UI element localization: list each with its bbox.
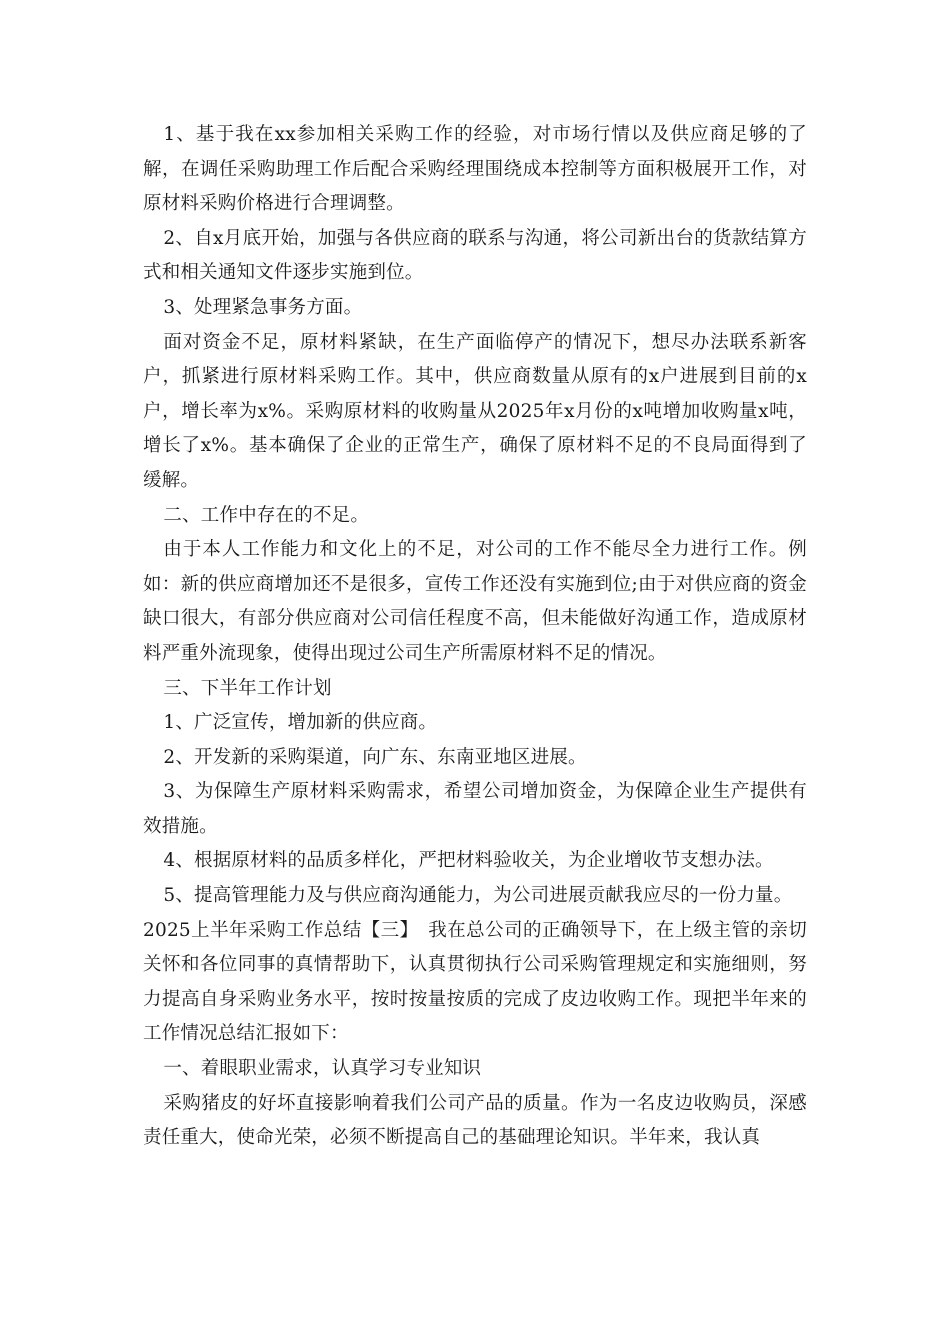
paragraph-shortcomings: 由于本人工作能力和文化上的不足，对公司的工作不能尽全力进行工作。例如：新的供应商增加还不是很多，宣传工作还没有实施到位;由于对供应商的资金缺口很大，有部分供应商对公司信任程度不高，但未能做好沟通工作，造成原材料严重外流现象，使得出现过公司生产所需原材料不足的情况。 [143,539,807,664]
paragraph-emergency-handling: 面对资金不足，原材料紧缺，在生产面临停产的情况下，想尽办法联系新客户，抓紧进行原材料采购工作。其中，供应商数量从原有的x户进展到目前的x户，增长率为x%。采购原材料的收购量从2025年x月份的x吨增加收购量x吨，增长了x%。基本确保了企业的正常生产，确保了原材料不足的不良局面得到了缓解。 [143,331,807,491]
document-body [143,118,807,1156]
summary-three-intro: 2025上半年采购工作总结【三】 我在总公司的正确领导下，在上级主管的亲切关怀和各位同事的真情帮助下，认真贯彻执行公司采购管理规定和实施细则，努力提高自身采购业务水平，按时按量按质的完成了皮边收购工作。现把半年来的工作情况总结汇报如下： [143,919,807,1045]
plan-item-2: 2、开发新的采购渠道，向广东、东南亚地区进展。 [163,746,587,768]
plan-item-4: 4、根据原材料的品质多样化，严把材料验收关，为企业增收节支想办法。 [163,850,774,872]
section-heading-shortcomings: 二、工作中存在的不足。 [163,504,370,526]
paragraph-learning: 采购猪皮的好坏直接影响着我们公司产品的质量。作为一名皮边收购员，深感责任重大，使命光荣，必须不断提高自己的基础理论知识。半年来，我认真 [143,1092,807,1149]
paragraph-item-1: 1、基于我在xx参加相关采购工作的经验，对市场行情以及供应商足够的了解，在调任采购助理工作后配合采购经理围绕成本控制等方面积极展开工作，对原材料采购价格进行合理调整。 [143,124,807,215]
section-heading-plan: 三、下半年工作计划 [163,677,332,699]
plan-item-1: 1、广泛宣传，增加新的供应商。 [163,712,438,734]
plan-item-5: 5、提高管理能力及与供应商沟通能力，为公司进展贡献我应尽的一份力量。 [163,885,793,907]
section-heading-learning: 一、着眼职业需求，认真学习专业知识 [163,1058,482,1080]
paragraph-item-2: 2、自x月底开始，加强与各供应商的联系与沟通，将公司新出台的货款结算方式和相关通知文件逐步实施到位。 [143,227,807,284]
paragraph-item-3: 3、处理紧急事务方面。 [163,296,363,318]
plan-item-3: 3、为保障生产原材料采购需求，希望公司增加资金，为保障企业生产提供有效措施。 [143,781,807,837]
